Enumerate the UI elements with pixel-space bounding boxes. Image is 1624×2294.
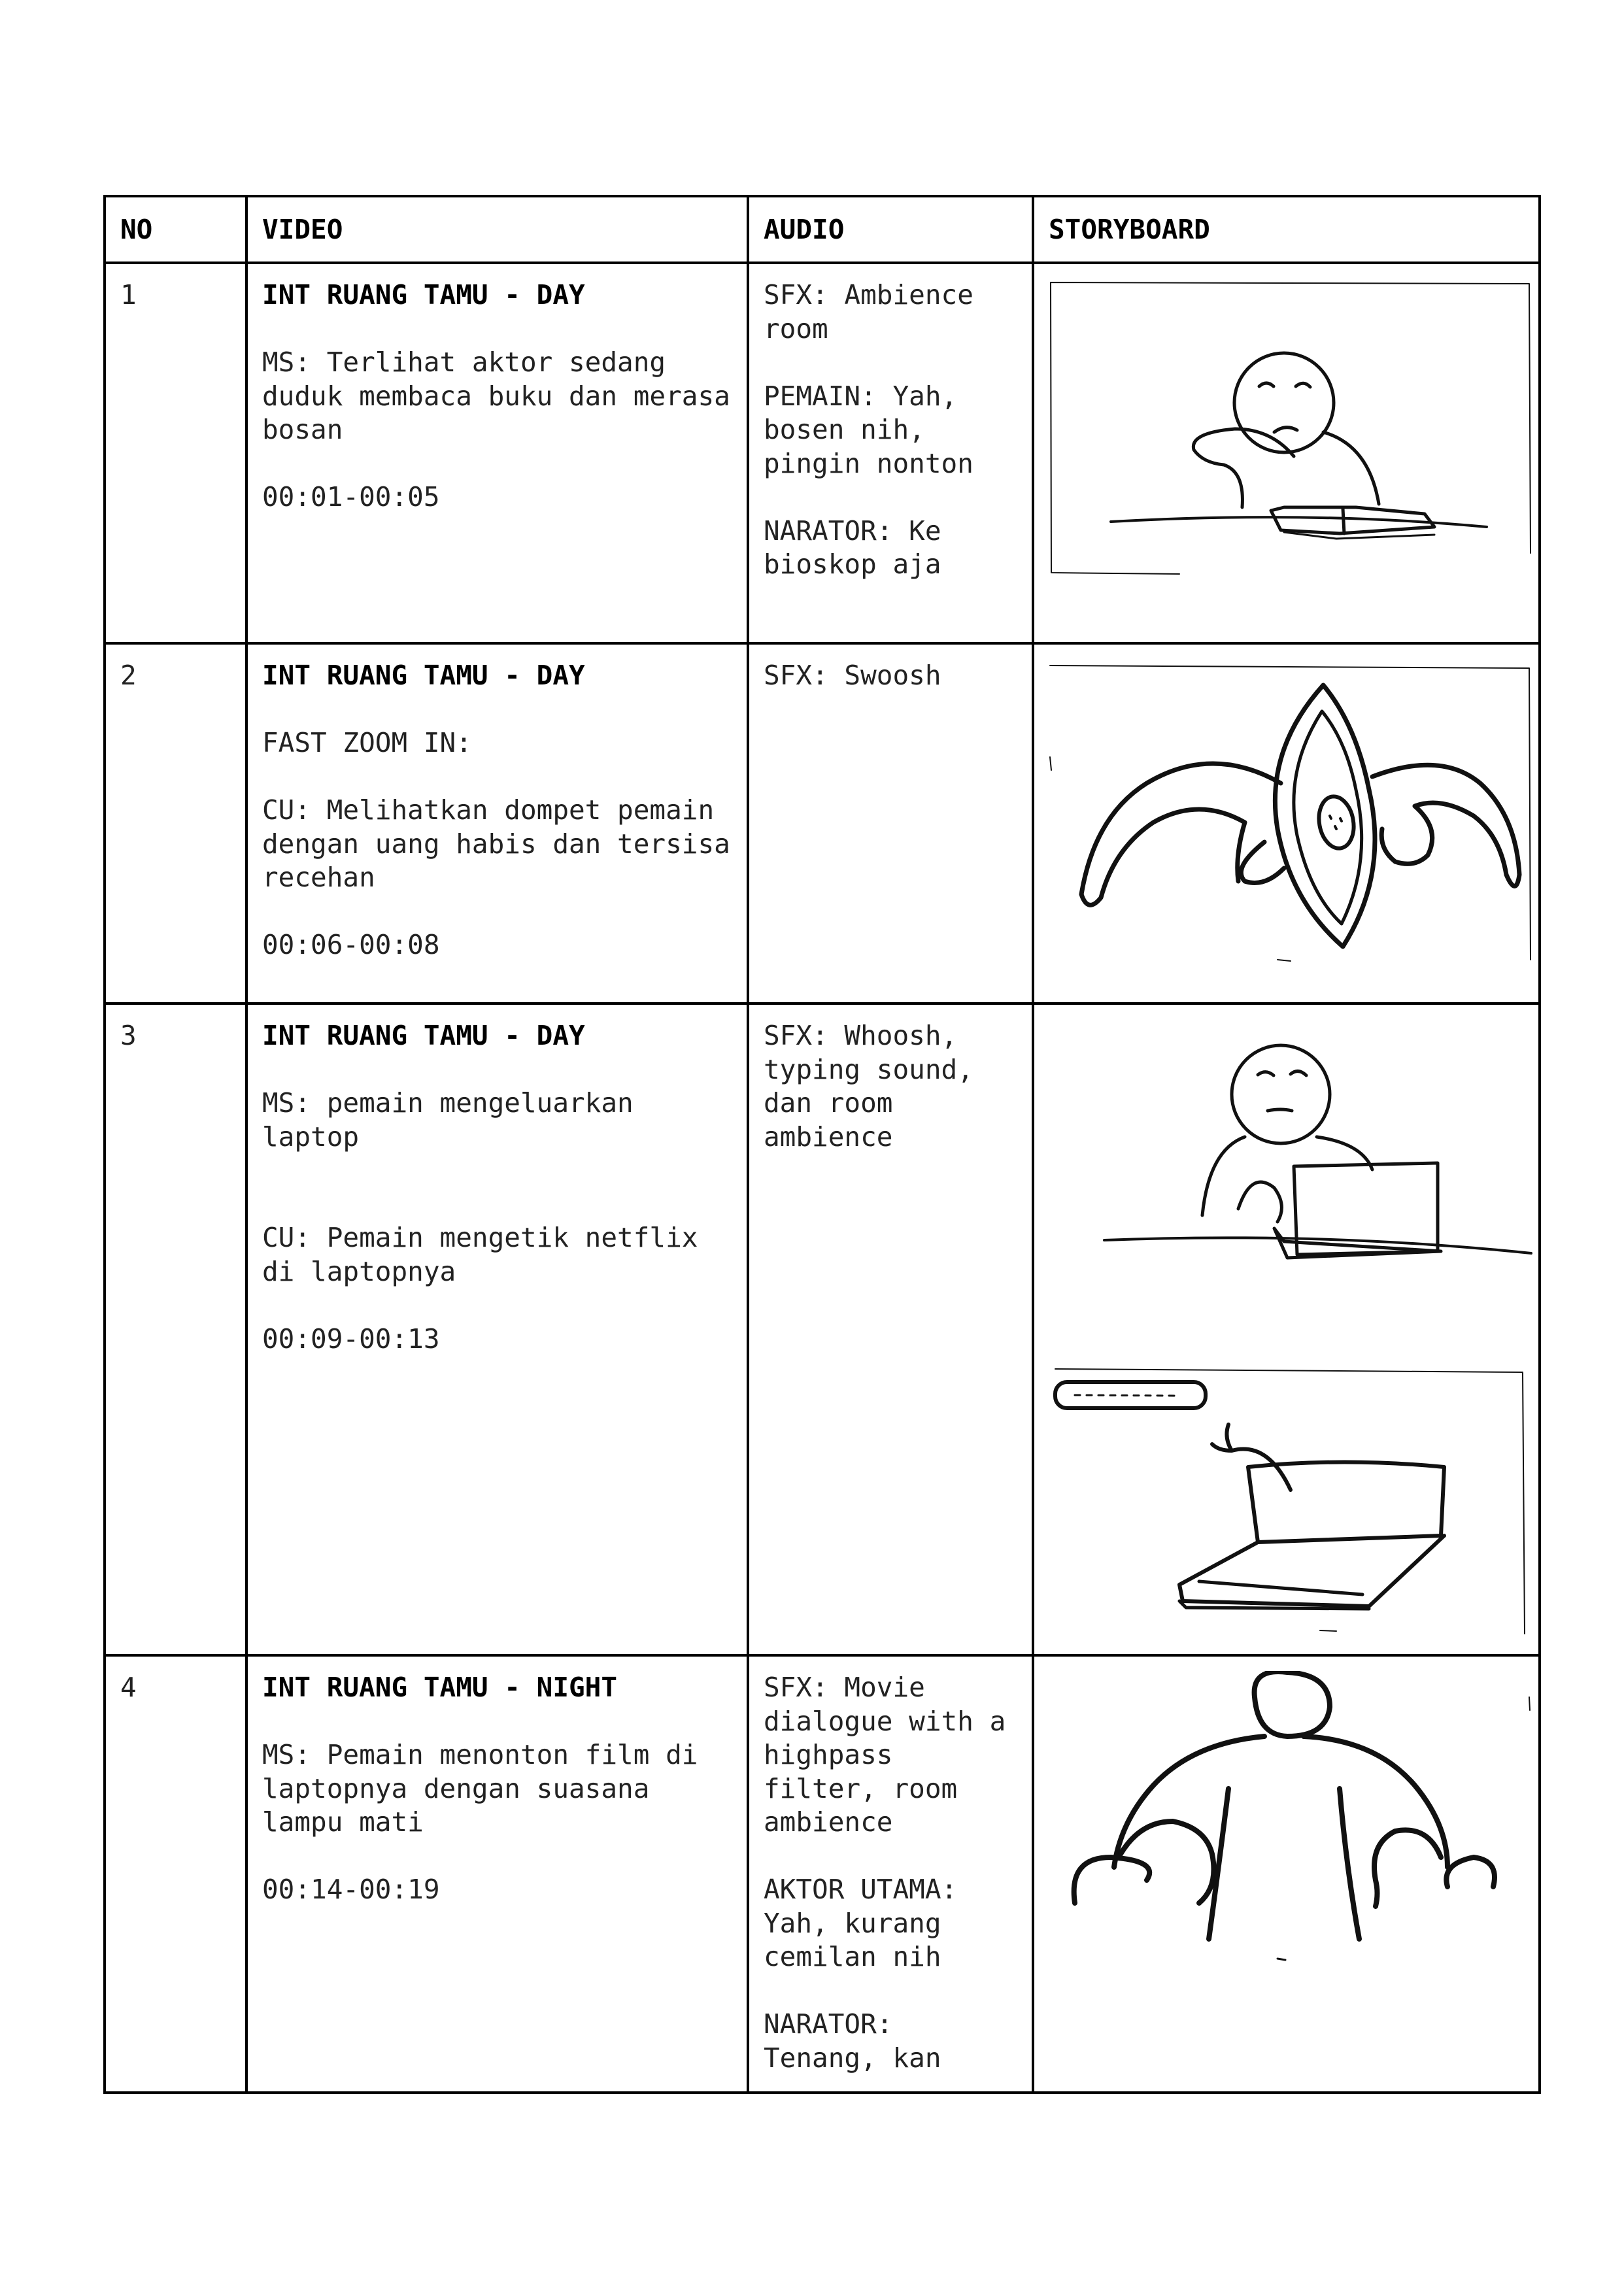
table-row <box>105 263 1540 643</box>
video-cell <box>246 643 748 1004</box>
row-number: 2 <box>105 643 246 1004</box>
audio-line: AKTOR UTAMA: Yah, kurang cemilan nih <box>764 1874 958 1972</box>
timecode: 00:14-00:19 <box>262 1874 440 1905</box>
audio-cell <box>748 1004 1033 1655</box>
audio-line: PEMAIN: Yah, bosen nih, pingin nonton <box>764 380 973 479</box>
video-line: MS: Terlihat aktor sedang duduk membaca buku dan merasa bosan <box>262 346 730 445</box>
video-line: FAST ZOOM IN: <box>262 727 472 758</box>
audio-cell <box>748 1655 1033 2093</box>
scene-heading: INT RUANG TAMU - NIGHT <box>262 1672 618 1703</box>
laptop-typing-sketch <box>1049 1019 1532 1640</box>
audio-line: NARATOR: Ke bioskop aja <box>764 514 941 580</box>
audio-line: SFX: Whoosh, typing sound, dan room ambience <box>764 1020 973 1153</box>
header-no: NO <box>105 196 246 263</box>
video-cell <box>246 263 748 643</box>
audio-line: SFX: Movie dialogue with a highpass filter, room ambience <box>764 1672 1006 1838</box>
audio-cell <box>748 263 1033 643</box>
table-header-row <box>105 196 1540 263</box>
row-number: 4 <box>105 1655 246 2093</box>
storyboard-cell <box>1033 643 1540 1004</box>
header-audio: AUDIO <box>748 196 1033 263</box>
watching-movie-sketch <box>1049 1671 1532 1978</box>
row-number: 1 <box>105 263 246 643</box>
row-number: 3 <box>105 1004 246 1655</box>
audio-line: NARATOR: Tenang, kan <box>764 2008 941 2074</box>
timecode: 00:01-00:05 <box>262 481 440 513</box>
table-row <box>105 643 1540 1004</box>
video-cell <box>246 1655 748 2093</box>
audio-cell <box>748 643 1033 1004</box>
video-cell <box>246 1004 748 1655</box>
scene-heading: INT RUANG TAMU - DAY <box>262 660 585 691</box>
storyboard-cell <box>1033 1655 1540 2093</box>
table-row <box>105 1004 1540 1655</box>
video-line: CU: Pemain mengetik netflix di laptopnya <box>262 1222 698 1287</box>
storyboard-cell <box>1033 1004 1540 1655</box>
scene-heading: INT RUANG TAMU - DAY <box>262 1020 585 1051</box>
audio-line: SFX: Swoosh <box>764 660 941 691</box>
storyboard-table <box>103 195 1541 2094</box>
video-line: MS: pemain mengeluarkan laptop <box>262 1087 634 1153</box>
header-storyboard: STORYBOARD <box>1033 196 1540 263</box>
table-row <box>105 1655 1540 2093</box>
timecode: 00:09-00:13 <box>262 1323 440 1355</box>
storyboard-cell <box>1033 263 1540 643</box>
video-line: CU: Melihatkan dompet pemain dengan uang habis dan tersisa recehan <box>262 794 730 893</box>
scene-heading: INT RUANG TAMU - DAY <box>262 279 585 311</box>
bored-reader-sketch <box>1049 278 1532 579</box>
wallet-coins-sketch <box>1049 659 1532 973</box>
video-line: MS: Pemain menonton film di laptopnya dengan suasana lampu mati <box>262 1739 698 1838</box>
header-video: VIDEO <box>246 196 748 263</box>
audio-line: SFX: Ambience room <box>764 279 973 345</box>
timecode: 00:06-00:08 <box>262 929 440 960</box>
